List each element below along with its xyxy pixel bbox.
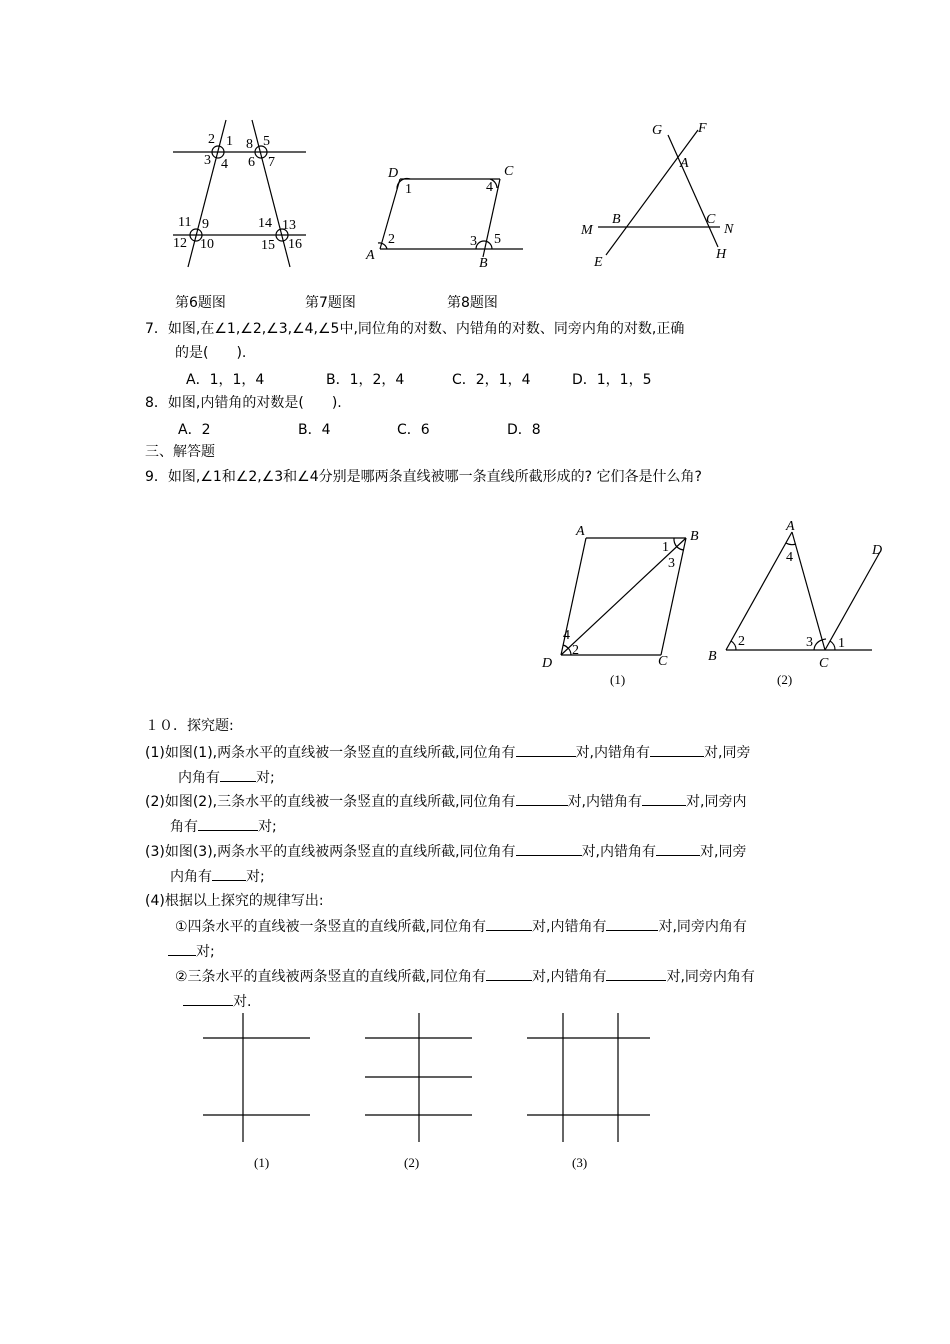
caption-fig8: 第8题图 — [447, 295, 498, 311]
q9f2-angle-2: 2 — [738, 634, 745, 649]
q9f1-angle-1: 1 — [662, 540, 669, 555]
q8-option-a[interactable]: A．2 — [178, 422, 211, 438]
q10-p1-text-b: 对,内错角有 — [575, 745, 651, 761]
q10-s2-text-d: 对. — [233, 994, 252, 1010]
q7-text-2: 的是( ). — [175, 345, 247, 361]
q9f1-point-A: A — [576, 524, 585, 539]
q10-part4-title: (4)根据以上探究的规律写出: — [145, 893, 324, 909]
caption-fig7: 第7题图 — [305, 295, 356, 311]
q8-option-d[interactable]: D．8 — [507, 422, 541, 438]
q10-p2-blank-1[interactable] — [516, 792, 568, 806]
q10-p2-blank-2[interactable] — [642, 792, 686, 806]
fig8-point-C: C — [706, 212, 716, 227]
q10-p1-blank-2[interactable] — [650, 743, 704, 757]
fig6-label-6: 6 — [248, 155, 255, 170]
q10-p3-blank-2[interactable] — [656, 842, 700, 856]
fig6-label-9: 9 — [202, 217, 209, 232]
fig6-label-10: 10 — [200, 237, 214, 252]
q9f1-angle-2: 2 — [572, 643, 579, 658]
q10-p3-text-a: (3)如图(3),两条水平的直线被两条竖直的直线所截,同位角有 — [145, 844, 516, 860]
fig8-point-F: F — [698, 121, 707, 136]
q10-part2-line1 — [145, 792, 746, 811]
q7-option-c[interactable]: C．2，1，4 — [452, 372, 531, 388]
figure-8 — [578, 115, 748, 275]
q10-figure-1 — [200, 1010, 315, 1145]
q10-part1-line2 — [178, 768, 275, 787]
q10-p2-text-e: 对; — [258, 819, 277, 835]
q10-sub2-line2 — [183, 992, 251, 1011]
q8-text: 8．如图,内错角的对数是( ). — [145, 395, 342, 411]
fig7-angle-1: 1 — [405, 182, 412, 197]
q8-option-c[interactable]: C．6 — [397, 422, 430, 438]
fig8-point-M: M — [581, 223, 593, 238]
fig6-label-1: 1 — [226, 134, 233, 149]
fig6-label-12: 12 — [173, 236, 187, 251]
fig6-label-2: 2 — [208, 132, 215, 147]
fig7-angle-3: 3 — [470, 234, 477, 249]
fig7-angle-2: 2 — [388, 232, 395, 247]
q10-s2-text-b: 对,内错角有 — [532, 969, 607, 985]
q10-p3-text-c: 对,同旁 — [700, 844, 747, 860]
fig7-point-D: D — [388, 166, 399, 181]
q9f2-angle-1: 1 — [838, 636, 845, 651]
q10-s1-blank-3[interactable] — [168, 942, 196, 956]
q10-p3-blank-1[interactable] — [516, 842, 582, 856]
q10-s1-text-b: 对,内错角有 — [532, 919, 607, 935]
q9f2-point-C: C — [819, 656, 829, 671]
q10-fig1-caption: (1) — [254, 1155, 270, 1170]
q10-s1-text-c: 对,同旁内角有 — [658, 919, 747, 935]
q10-p1-blank-1[interactable] — [516, 743, 576, 757]
fig6-label-3: 3 — [204, 153, 211, 168]
q10-p1-text-a: (1)如图(1),两条水平的直线被一条竖直的直线所截,同位角有 — [145, 745, 516, 761]
q10-title: １０．探究题: — [145, 718, 234, 734]
q7-option-a[interactable]: A．1，1，4 — [186, 372, 265, 388]
fig8-point-N: N — [724, 222, 734, 237]
caption-fig6: 第6题图 — [175, 295, 226, 311]
q8-option-b[interactable]: B．4 — [298, 422, 331, 438]
q10-fig2-caption: (2) — [404, 1155, 420, 1170]
fig7-angle-5: 5 — [494, 232, 501, 247]
fig6-label-13: 13 — [282, 218, 296, 233]
figure-7 — [360, 155, 530, 270]
q10-sub1-line2 — [168, 942, 215, 961]
fig7-angle-4: 4 — [486, 180, 493, 195]
q9f2-point-B: B — [708, 649, 717, 664]
q10-s2-text-a: ②三条水平的直线被两条竖直的直线所截,同位角有 — [175, 969, 486, 985]
q9f2-angle-4: 4 — [786, 550, 793, 565]
q9-fig1-caption: (1) — [610, 672, 626, 687]
q10-part3-line2 — [170, 867, 265, 886]
q10-p2-blank-3[interactable] — [198, 817, 258, 831]
q9-figure-2 — [700, 512, 900, 672]
q10-s2-blank-2[interactable] — [606, 967, 666, 981]
q10-s2-blank-1[interactable] — [486, 967, 532, 981]
fig8-point-E: E — [594, 255, 603, 270]
q10-s2-text-c: 对,同旁内角有 — [666, 969, 755, 985]
q10-p3-text-e: 对; — [246, 869, 265, 885]
q10-p2-text-b: 对,内错角有 — [567, 794, 643, 810]
fig7-point-A: A — [366, 248, 375, 263]
q10-s1-blank-1[interactable] — [486, 917, 532, 931]
q10-p3-text-b: 对,内错角有 — [581, 844, 657, 860]
q9f1-angle-4: 4 — [563, 628, 570, 643]
fig8-point-H: H — [716, 247, 727, 262]
q10-s1-blank-2[interactable] — [606, 917, 658, 931]
q10-sub1-line1 — [175, 917, 747, 936]
q10-s1-text-d: 对; — [196, 944, 215, 960]
q10-part3-line1 — [145, 842, 746, 861]
q9f2-point-A: A — [786, 519, 795, 534]
q10-p3-text-d: 内角有 — [170, 869, 212, 885]
fig8-point-B: B — [612, 212, 621, 227]
fig6-label-8: 8 — [246, 137, 253, 152]
q10-s2-blank-3[interactable] — [183, 992, 233, 1006]
fig6-label-11: 11 — [178, 215, 192, 230]
q10-fig3-caption: (3) — [572, 1155, 588, 1170]
q10-p1-text-e: 对; — [256, 770, 275, 786]
q10-figure-3 — [524, 1010, 654, 1145]
q10-p3-blank-3[interactable] — [212, 867, 246, 881]
q10-p1-text-d: 内角有 — [178, 770, 220, 786]
fig6-label-7: 7 — [268, 155, 275, 170]
q9f2-point-D: D — [872, 543, 883, 558]
q7-option-b[interactable]: B．1，2，4 — [326, 372, 405, 388]
fig6-label-4: 4 — [221, 157, 228, 172]
fig6-label-15: 15 — [261, 238, 275, 253]
fig6-label-14: 14 — [258, 216, 272, 231]
section-3-title: 三、解答题 — [145, 444, 215, 460]
q7-text: 7．如图,在∠1,∠2,∠3,∠4,∠5中,同位角的对数、内错角的对数、同旁内角的对数,正确 — [145, 321, 685, 337]
q10-p2-text-c: 对,同旁内 — [686, 794, 747, 810]
fig6-label-16: 16 — [288, 237, 302, 252]
fig8-point-G: G — [652, 123, 663, 138]
fig7-point-B: B — [479, 256, 488, 270]
q10-figure-2 — [362, 1010, 477, 1145]
fig8-point-A: A — [680, 156, 689, 171]
fig7-point-C: C — [504, 164, 514, 179]
q10-part2-line2 — [170, 817, 277, 836]
q10-part1-line1 — [145, 743, 750, 762]
q10-s1-text-a: ①四条水平的直线被一条竖直的直线所截,同位角有 — [175, 919, 486, 935]
q9-figure-1 — [536, 518, 706, 678]
q9f1-angle-3: 3 — [668, 556, 675, 571]
q10-p1-text-c: 对,同旁 — [704, 745, 751, 761]
q9f1-point-D: D — [542, 656, 553, 671]
q10-p2-text-a: (2)如图(2),三条水平的直线被一条竖直的直线所截,同位角有 — [145, 794, 516, 810]
q10-sub2-line1 — [175, 967, 755, 986]
q10-p1-blank-3[interactable] — [220, 768, 256, 782]
q10-p2-text-d: 角有 — [170, 819, 198, 835]
q9-fig2-caption: (2) — [777, 672, 793, 687]
q9-text: 9．如图,∠1和∠2,∠3和∠4分别是哪两条直线被哪一条直线所截形成的? 它们各是什么角? — [145, 469, 702, 485]
q9f1-point-B: B — [690, 529, 699, 544]
q9f1-point-C: C — [658, 654, 668, 669]
q7-option-d[interactable]: D．1，1，5 — [572, 372, 652, 388]
q9f2-angle-3: 3 — [806, 635, 813, 650]
fig6-label-5: 5 — [263, 134, 270, 149]
figure-6 — [168, 115, 318, 275]
